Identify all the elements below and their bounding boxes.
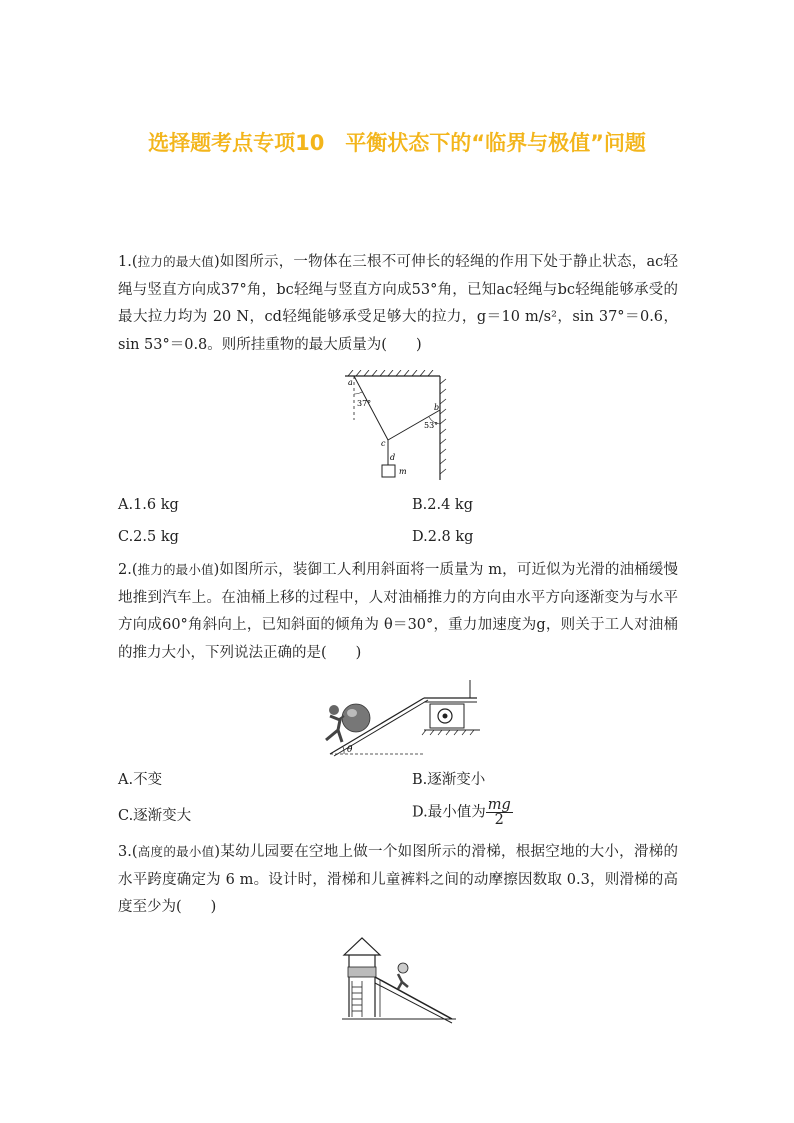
question-2-option-d[interactable]: D.最小值为 $\frac{mg}{2}$ — [412, 797, 511, 828]
question-2-option-a[interactable]: A.不变 — [118, 772, 163, 788]
question-2-stem: 2.(推力的最小值)如图所示，装御工人利用斜面将一质量为 m，可近似为光滑的油桶缓慢地推到汽车上。在油桶上移的过程中，人对油桶推力的方向由水平方向逐渐变为与水平方向成60°角斜向上，已知斜面的倾角为 θ＝30°，重力加速度为g，则关于工人对油桶的推力大小，下列说法正确的是( ) — [118, 562, 678, 661]
theta-label: θ — [347, 745, 353, 755]
question-3-stem: 3.(高度的最小值)某幼儿园要在空地上做一个如图所示的滑梯，根据空地的大小，滑梯的水平跨度确定为 6 m。设计时，滑梯和儿童裤料之间的动摩擦因数取 0.3，则滑梯的高度至少为( ) — [118, 844, 678, 915]
label-b: b — [434, 403, 440, 412]
question-2-option-b[interactable]: B.逐渐变小 — [412, 772, 486, 788]
label-a: a — [348, 378, 353, 387]
question-2-tag: 推力的最小值 — [137, 562, 214, 577]
label-d: d — [390, 453, 396, 462]
angle-53-label: 53° — [424, 421, 439, 430]
angle-37-label: 37° — [357, 399, 372, 408]
page-title: 选择题考点专项10 平衡状态下的“临界与极值”问题 — [148, 131, 646, 155]
question-1-tag: 拉力的最大值 — [137, 254, 214, 269]
label-c: c — [381, 439, 386, 448]
question-1-figure — [340, 370, 455, 485]
question-3-figure — [340, 937, 460, 1025]
question-1-option-d[interactable]: D.2.8 kg — [412, 529, 474, 545]
question-1-option-c[interactable]: C.2.5 kg — [118, 529, 179, 545]
question-1-stem: 1.(拉力的最大值)如图所示，一物体在三根不可伸长的轻绳的作用下处于静止状态，ac轻绳与竖直方向成37°角，bc轻绳与竖直方向成53°角，已知ac轻绳与bc轻绳能够承受的最大拉力均为 20 N，cd轻绳能够承受足够大的拉力，g＝10 m/s²，sin 37°＝0.6，sin 53°＝0.8。则所挂重物的最大质量为( ) — [118, 254, 678, 353]
question-1-option-a[interactable]: A.1.6 kg — [118, 497, 179, 513]
question-2-option-c[interactable]: C.逐渐变大 — [118, 808, 192, 824]
question-1-option-b[interactable]: B.2.4 kg — [412, 497, 474, 513]
label-m: m — [399, 467, 407, 476]
fraction-mg-over-2: $\frac{mg}{2}$ — [487, 797, 511, 828]
question-2-figure — [312, 680, 487, 760]
question-3-tag: 高度的最小值 — [137, 844, 215, 859]
